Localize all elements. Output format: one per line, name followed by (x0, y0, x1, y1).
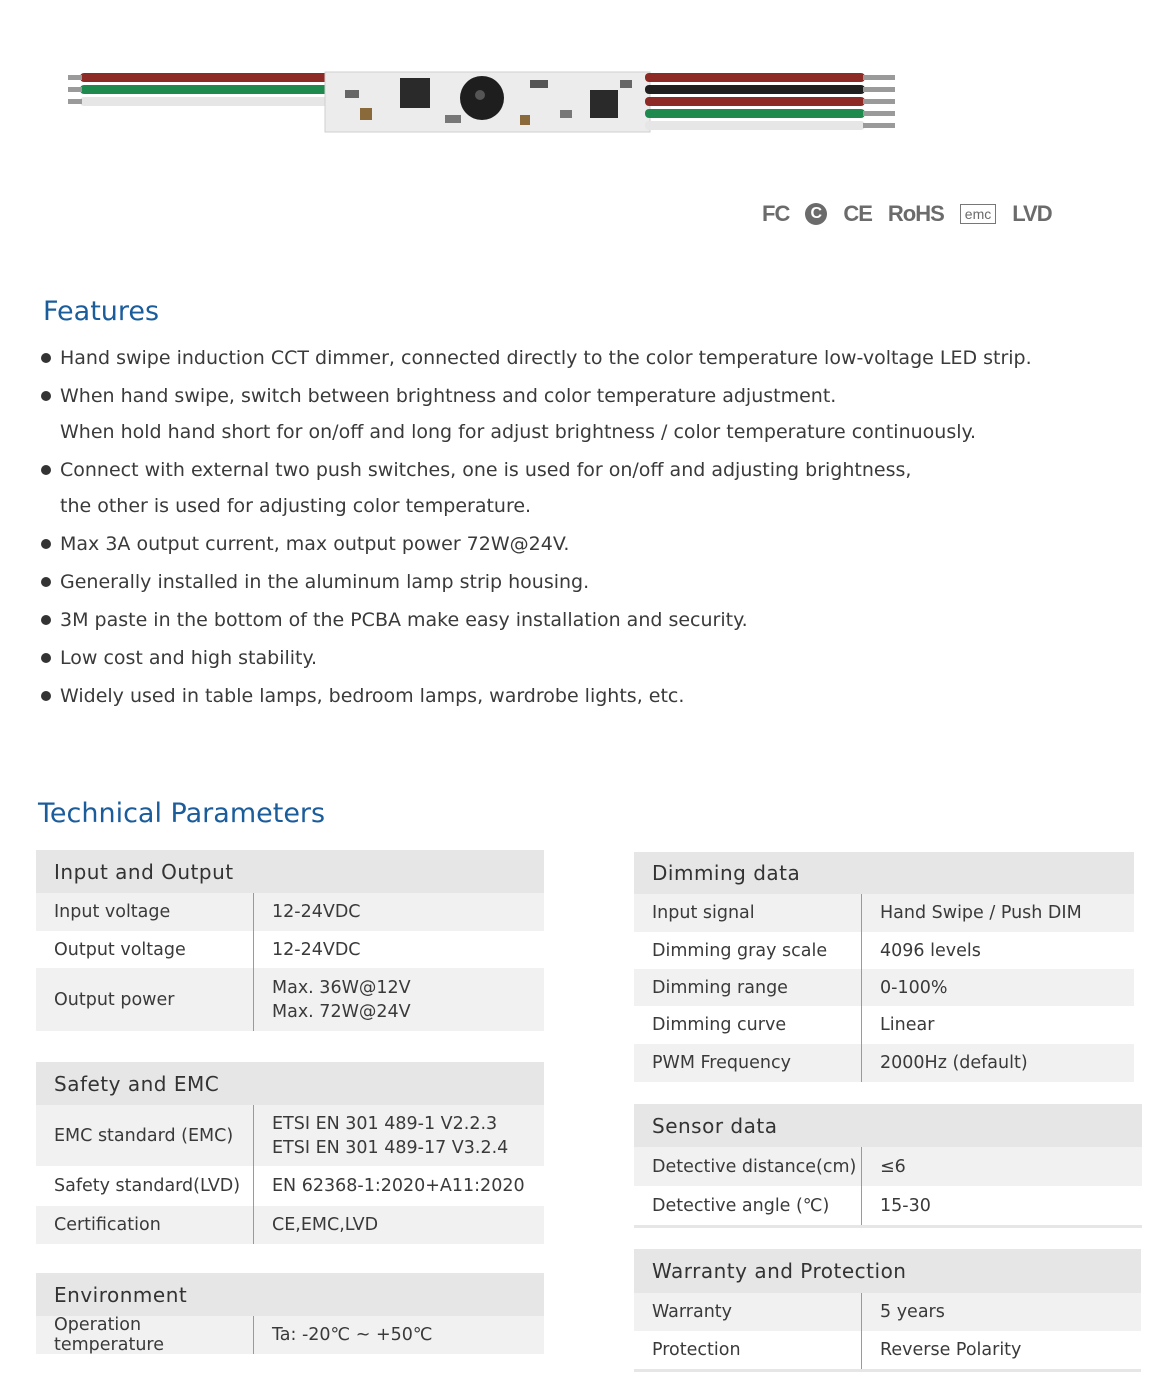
row-value-line: 15-30 (880, 1195, 931, 1216)
table-row (634, 1293, 1141, 1331)
table-row (634, 1006, 1134, 1044)
feature-item (40, 452, 1140, 524)
feature-text: the other is used for adjusting color temperature. (60, 495, 532, 517)
left-wire-red (80, 73, 330, 82)
row-label: EMC standard (EMC) (36, 1105, 254, 1166)
table-row (36, 893, 544, 931)
warranty-protection-table (634, 1249, 1141, 1372)
table-row (634, 1044, 1134, 1082)
row-label: Detective angle (℃) (634, 1186, 862, 1225)
row-label: Detective distance(cm) (634, 1147, 862, 1186)
right-wire-green (645, 109, 865, 118)
table-row (36, 1105, 544, 1166)
feature-item (40, 378, 1140, 450)
feature-item (40, 526, 1140, 562)
row-label: Warranty (634, 1293, 862, 1331)
feature-text: Max 3A output current, max output power 72W@24V. (60, 533, 570, 555)
left-wires (68, 73, 330, 106)
dimming-data-table (634, 852, 1134, 1082)
row-label: PWM Frequency (634, 1044, 862, 1082)
row-value-line: 12-24VDC (272, 902, 361, 922)
table-row (634, 969, 1134, 1006)
row-value (254, 1105, 508, 1166)
feature-item (40, 340, 1140, 376)
compliance-logo: C (805, 203, 827, 225)
row-label: Output power (36, 968, 254, 1031)
feature-text: 3M paste in the bottom of the PCBA make easy installation and security. (60, 609, 748, 631)
certification-logos (762, 198, 1052, 230)
row-label: Dimming curve (634, 1006, 862, 1044)
row-value (254, 1206, 378, 1244)
feature-item (40, 564, 1140, 600)
table-title: Warranty and Protection (634, 1249, 1141, 1293)
row-value-line: Max. 72W@24V (272, 1001, 411, 1022)
right-wire-white (645, 121, 865, 130)
row-label: Dimming range (634, 969, 862, 1006)
input-output-table (36, 850, 544, 1031)
environment-table (36, 1273, 544, 1354)
right-wire-red-1 (645, 73, 865, 82)
table-row (634, 894, 1134, 932)
row-value-line: Reverse Polarity (880, 1340, 1022, 1360)
table-row (634, 932, 1134, 969)
row-value-line: Linear (880, 1015, 935, 1035)
table-title: Safety and EMC (36, 1062, 544, 1105)
row-value (862, 1186, 931, 1225)
row-value-line: ≤6 (880, 1156, 906, 1177)
row-label: Dimming gray scale (634, 932, 862, 969)
feature-item (40, 640, 1140, 676)
row-value (254, 1166, 525, 1206)
row-value (862, 1293, 945, 1331)
feature-text: Generally installed in the aluminum lamp strip housing. (60, 571, 590, 593)
safety-emc-table (36, 1062, 544, 1244)
row-value (254, 1316, 433, 1354)
row-value-line: EN 62368-1:2020+A11:2020 (272, 1176, 525, 1196)
emc-logo: emc (960, 204, 996, 224)
sensor-data-table (634, 1104, 1142, 1228)
row-value (862, 894, 1082, 932)
feature-item (40, 678, 1140, 714)
row-label: Input signal (634, 894, 862, 932)
feature-text: Hand swipe induction CCT dimmer, connected directly to the color temperature low-voltage LED strip. (60, 347, 1032, 369)
table-title: Dimming data (634, 852, 1134, 894)
row-label: Protection (634, 1331, 862, 1369)
row-value-line: CE,EMC,LVD (272, 1215, 379, 1235)
row-value-line: 4096 levels (880, 940, 981, 961)
table-row (634, 1331, 1141, 1369)
row-value-line: Ta: -20℃ ~ +50℃ (272, 1325, 433, 1345)
feature-text: When hand swipe, switch between brightness and color temperature adjustment. (60, 385, 837, 407)
table-row (36, 968, 544, 1031)
right-wires (645, 73, 895, 130)
table-row (36, 1166, 544, 1206)
product-photo (60, 60, 910, 150)
table-row (634, 1147, 1142, 1186)
table-title: Environment (36, 1273, 544, 1316)
table-row (36, 931, 544, 968)
lvd-logo: LVD (1012, 201, 1052, 226)
table-row (36, 1206, 544, 1244)
left-wire-green (80, 85, 330, 94)
table-title: Input and Output (36, 850, 544, 893)
feature-item (40, 602, 1140, 638)
rohs-logo: RoHS (887, 201, 944, 226)
row-value-line: Max. 36W@12V (272, 977, 411, 998)
right-wire-black (645, 85, 865, 94)
feature-text: Connect with external two push switches, one is used for on/off and adjusting brightness, (60, 459, 912, 481)
right-wire-red-2 (645, 97, 865, 106)
row-label: Input voltage (36, 893, 254, 931)
features-heading: Features (43, 296, 160, 327)
row-label: Certification (36, 1206, 254, 1244)
feature-text: When hold hand short for on/off and long for adjust brightness / color temperature continuously. (60, 421, 977, 443)
row-value-line: Hand Swipe / Push DIM (880, 903, 1082, 923)
row-value-line: ETSI EN 301 489-1 V2.2.3 (272, 1113, 498, 1134)
fcc-logo: FC (762, 201, 790, 226)
row-label: Safety standard(LVD) (36, 1166, 254, 1206)
row-value (862, 1331, 1021, 1369)
row-value-line: 0-100% (880, 977, 948, 998)
table-row (36, 1316, 544, 1354)
features-list (40, 340, 1140, 716)
row-value-line: 12-24VDC (272, 939, 361, 960)
row-value (862, 1006, 934, 1044)
left-wire-white (80, 97, 330, 106)
feature-text: Low cost and high stability. (60, 647, 318, 669)
table-title: Sensor data (634, 1104, 1142, 1147)
row-label: Operation temperature (36, 1316, 254, 1354)
row-value-line: ETSI EN 301 489-17 V3.2.4 (272, 1137, 509, 1158)
technical-parameters-heading: Technical Parameters (38, 798, 326, 829)
row-value (862, 1044, 1028, 1082)
row-value (862, 1147, 906, 1186)
row-value-line: 5 years (880, 1302, 945, 1322)
row-label: Output voltage (36, 931, 254, 968)
table-row (634, 1186, 1142, 1225)
row-value (254, 931, 361, 968)
row-value (254, 893, 361, 931)
pcb-board (325, 72, 650, 132)
feature-text: Widely used in table lamps, bedroom lamps, wardrobe lights, etc. (60, 685, 685, 707)
row-value (862, 969, 947, 1006)
row-value-line: 2000Hz (default) (880, 1053, 1028, 1073)
ce-logo: CE (843, 201, 872, 226)
row-value (254, 968, 411, 1031)
row-value (862, 932, 981, 969)
